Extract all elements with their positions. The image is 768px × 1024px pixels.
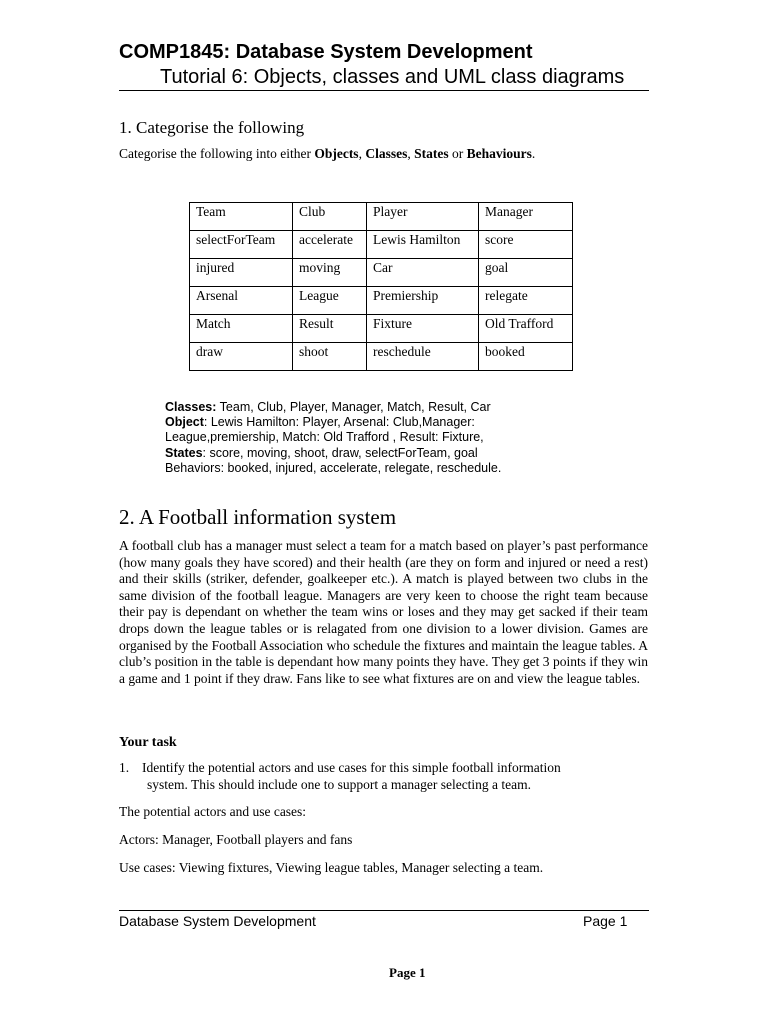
table-cell: accelerate [293, 231, 367, 259]
your-task-heading: Your task [119, 735, 177, 750]
table-cell: Lewis Hamilton [367, 231, 479, 259]
table-cell: relegate [479, 287, 573, 315]
section1-intro [119, 146, 535, 162]
table-cell: reschedule [367, 343, 479, 371]
table-row [190, 259, 573, 287]
table-cell: booked [479, 343, 573, 371]
table-cell: Arsenal [190, 287, 293, 315]
page-number: Page 1 [389, 965, 426, 980]
answer-object-cont: League,premiership, Match: Old Trafford , Result: Fixture, [165, 430, 484, 445]
table-cell: Match [190, 315, 293, 343]
intro-behaviours: Behaviours [466, 146, 532, 161]
table-cell: Old Trafford [479, 315, 573, 343]
intro-sep: , [358, 146, 366, 161]
table-cell: score [479, 231, 573, 259]
answer-behaviors: Behaviors: booked, injured, accelerate, relegate, reschedule. [165, 460, 502, 475]
intro-classes: Classes [365, 146, 408, 161]
answer-classes [165, 400, 501, 415]
states-label: States [165, 445, 203, 460]
table-cell: draw [190, 343, 293, 371]
table-cell: Fixture [367, 315, 479, 343]
intro-end: . [531, 146, 536, 161]
table-row [190, 203, 573, 231]
table-cell: Manager [479, 203, 573, 231]
intro-text: Categorise the following into either [119, 146, 315, 161]
actors-line: Actors: Manager, Football players and fans [119, 832, 353, 847]
object-text: : Lewis Hamilton: Player, Arsenal: Club,Manager: [203, 415, 475, 430]
potential-actors-line: The potential actors and use cases: [119, 804, 307, 819]
task-number: 1. [119, 760, 130, 775]
intro-states: States [414, 146, 449, 161]
answers-block [165, 400, 501, 476]
categorise-table [189, 202, 573, 371]
document-title: COMP1845: Database System Development [119, 41, 533, 63]
footer-course: Database System Development [119, 913, 316, 929]
document-subtitle: Tutorial 6: Objects, classes and UML class diagrams [160, 66, 625, 88]
section1-heading: 1. Categorise the following [119, 118, 305, 137]
table-row [190, 343, 573, 371]
task-line-2: system. This should include one to support a manager selecting a team. [147, 777, 532, 792]
table-cell: Premiership [367, 287, 479, 315]
task-line-1: Identify the potential actors and use cases for this simple football information [142, 760, 561, 775]
header-divider [119, 90, 649, 91]
footer-page: Page 1 [583, 913, 628, 929]
table-cell: moving [293, 259, 367, 287]
intro-sep: , [407, 146, 415, 161]
section2-heading: 2. A Football information system [119, 505, 397, 529]
classes-label: Classes: [165, 400, 217, 414]
table-cell: Club [293, 203, 367, 231]
table-cell: Result [293, 315, 367, 343]
intro-objects: Objects [314, 146, 359, 161]
table-row [190, 231, 573, 259]
table-row [190, 315, 573, 343]
table-cell: shoot [293, 343, 367, 371]
states-text: : score, moving, shoot, draw, selectForTeam, goal [202, 445, 478, 460]
answer-object [165, 415, 501, 430]
table-cell: Car [367, 259, 479, 287]
table-cell: Player [367, 203, 479, 231]
classes-text: Team, Club, Player, Manager, Match, Result, Car [216, 400, 491, 414]
answer-states [165, 446, 501, 461]
categorise-table-body [190, 203, 573, 371]
table-cell: injured [190, 259, 293, 287]
intro-or: or [448, 146, 467, 161]
table-row [190, 287, 573, 315]
table-cell: goal [479, 259, 573, 287]
section2-paragraph: A football club has a manager must select a team for a match based on player’s past performance (how many goals they have scored) and their health (are they on form and injured or need a rest) and their skills (striker, defender, goalkeeper etc.). A match is played between two clubs in the same division of the football league. Managers are very keen to choose the right team because their pay is dependant on whether the team wins or loses and they may get sacked if their team drops down the league tables or is relagated from one division to a lower division. Games are organised by the Football Association who schedule the fixtures and maintain the league tables. A club’s position in the table is dependant how many points they have. They get 3 points if they win a game and 1 point if they draw. Fans like to see what fixtures are on and view the league tables. [119, 538, 648, 686]
footer-divider [119, 910, 649, 911]
table-cell: League [293, 287, 367, 315]
object-label: Object [165, 415, 204, 430]
use-cases-line: Use cases: Viewing fixtures, Viewing league tables, Manager selecting a team. [119, 860, 544, 875]
table-cell: selectForTeam [190, 231, 293, 259]
table-cell: Team [190, 203, 293, 231]
